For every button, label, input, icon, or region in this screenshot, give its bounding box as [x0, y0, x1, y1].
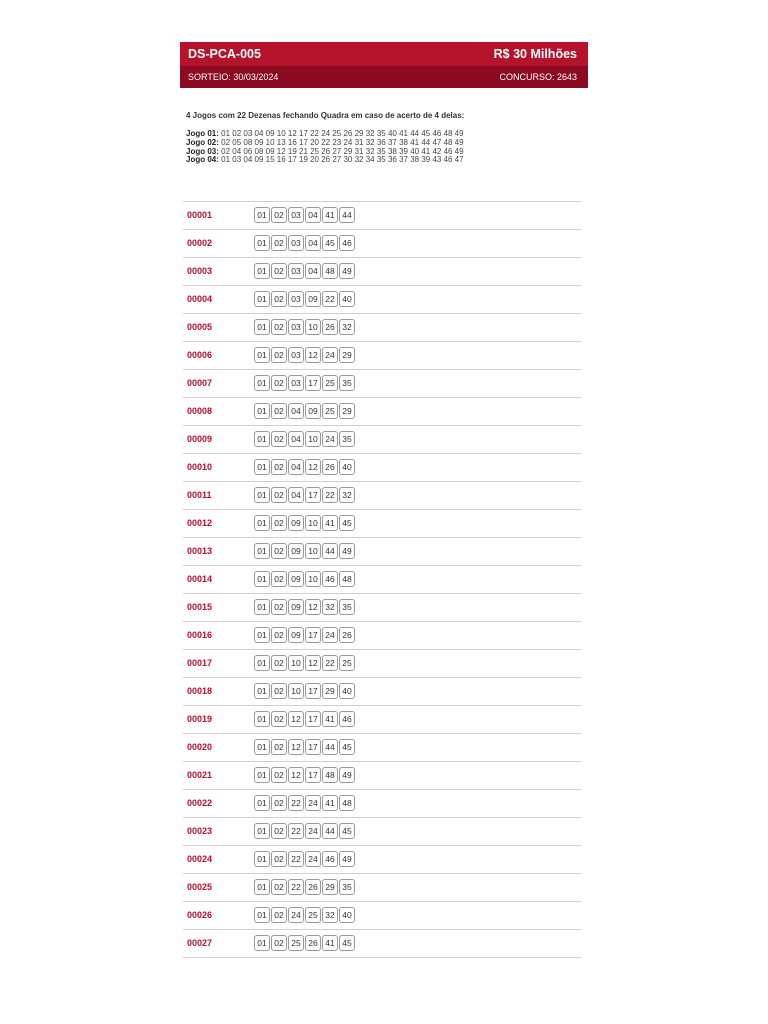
game-label: Jogo 04: [186, 155, 219, 165]
game-numbers: 02 05 08 09 10 13 16 17 20 22 23 24 31 32 36 37 38 41 44 47 48 49 [221, 137, 464, 147]
number-ball: 46 [339, 711, 355, 727]
number-ball: 01 [254, 347, 270, 363]
game-numbers: 01 03 04 09 15 16 17 19 20 26 27 30 32 34 35 36 37 38 39 43 46 47 [221, 155, 464, 165]
number-ball: 40 [339, 907, 355, 923]
header-title-bar [180, 42, 588, 66]
number-set [254, 235, 355, 251]
number-ball: 24 [305, 823, 321, 839]
game-line [186, 156, 464, 165]
number-ball: 02 [271, 571, 287, 587]
number-ball: 48 [322, 263, 338, 279]
table-row [183, 566, 581, 594]
number-ball: 01 [254, 403, 270, 419]
number-ball: 46 [322, 571, 338, 587]
number-ball: 03 [288, 319, 304, 335]
number-set [254, 627, 355, 643]
table-row [183, 874, 581, 902]
number-ball: 01 [254, 515, 270, 531]
number-ball: 49 [339, 851, 355, 867]
number-ball: 01 [254, 739, 270, 755]
number-ball: 01 [254, 207, 270, 223]
number-ball: 12 [288, 767, 304, 783]
number-ball: 03 [288, 207, 304, 223]
table-row [183, 286, 581, 314]
table-row [183, 650, 581, 678]
number-ball: 12 [305, 459, 321, 475]
number-ball: 02 [271, 711, 287, 727]
combination-id: 00017 [187, 658, 213, 668]
number-ball: 02 [271, 655, 287, 671]
number-ball: 45 [339, 515, 355, 531]
number-set [254, 599, 355, 615]
number-ball: 03 [288, 375, 304, 391]
number-set [254, 571, 355, 587]
number-ball: 40 [339, 291, 355, 307]
ticket-header [180, 42, 588, 88]
number-set [254, 515, 355, 531]
number-ball: 41 [322, 711, 338, 727]
number-ball: 01 [254, 291, 270, 307]
number-ball: 32 [339, 319, 355, 335]
number-set [254, 207, 355, 223]
number-ball: 12 [288, 711, 304, 727]
game-label: Jogo 02: [186, 137, 219, 147]
number-ball: 09 [288, 571, 304, 587]
number-ball: 04 [305, 235, 321, 251]
number-ball: 26 [322, 459, 338, 475]
number-ball: 40 [339, 459, 355, 475]
number-ball: 25 [322, 403, 338, 419]
number-ball: 35 [339, 431, 355, 447]
number-set [254, 711, 355, 727]
number-ball: 01 [254, 655, 270, 671]
number-set [254, 795, 355, 811]
game-numbers: 02 04 06 08 09 12 19 21 25 26 27 29 31 32 35 38 39 40 41 42 46 49 [221, 146, 464, 156]
table-row [183, 482, 581, 510]
number-set [254, 347, 355, 363]
number-ball: 41 [322, 515, 338, 531]
number-ball: 01 [254, 263, 270, 279]
number-set [254, 739, 355, 755]
number-ball: 01 [254, 823, 270, 839]
table-row [183, 678, 581, 706]
number-ball: 48 [339, 571, 355, 587]
table-row [183, 594, 581, 622]
number-ball: 40 [339, 683, 355, 699]
number-ball: 01 [254, 235, 270, 251]
combination-id: 00009 [187, 434, 213, 444]
number-ball: 02 [271, 879, 287, 895]
combination-id: 00018 [187, 686, 213, 696]
number-ball: 04 [305, 263, 321, 279]
number-ball: 35 [339, 599, 355, 615]
number-ball: 03 [288, 291, 304, 307]
number-ball: 46 [322, 851, 338, 867]
number-ball: 29 [322, 683, 338, 699]
number-ball: 01 [254, 907, 270, 923]
number-ball: 09 [288, 599, 304, 615]
number-ball: 10 [305, 431, 321, 447]
number-ball: 02 [271, 263, 287, 279]
number-set [254, 823, 355, 839]
number-ball: 17 [305, 739, 321, 755]
number-ball: 02 [271, 291, 287, 307]
number-set [254, 907, 355, 923]
number-ball: 01 [254, 487, 270, 503]
combination-id: 00001 [187, 210, 213, 220]
number-ball: 09 [288, 515, 304, 531]
table-row [183, 454, 581, 482]
number-ball: 10 [305, 543, 321, 559]
number-ball: 25 [288, 935, 304, 951]
table-row [183, 706, 581, 734]
number-ball: 32 [322, 599, 338, 615]
number-ball: 24 [322, 431, 338, 447]
number-set [254, 291, 355, 307]
number-ball: 41 [322, 795, 338, 811]
number-set [254, 767, 355, 783]
combination-id: 00011 [187, 490, 212, 500]
number-ball: 01 [254, 767, 270, 783]
combination-id: 00023 [187, 826, 213, 836]
number-ball: 44 [322, 823, 338, 839]
combination-id: 00015 [187, 602, 213, 612]
number-ball: 04 [288, 431, 304, 447]
number-ball: 02 [271, 627, 287, 643]
table-row [183, 426, 581, 454]
number-ball: 26 [339, 627, 355, 643]
number-ball: 41 [322, 207, 338, 223]
number-ball: 48 [322, 767, 338, 783]
header-info-bar [180, 66, 588, 88]
table-row [183, 258, 581, 286]
number-ball: 10 [305, 319, 321, 335]
number-ball: 01 [254, 935, 270, 951]
number-ball: 22 [288, 879, 304, 895]
number-ball: 49 [339, 767, 355, 783]
number-ball: 01 [254, 319, 270, 335]
table-row [183, 370, 581, 398]
number-ball: 24 [288, 907, 304, 923]
number-ball: 45 [339, 739, 355, 755]
table-row [183, 510, 581, 538]
number-ball: 24 [305, 795, 321, 811]
intro-text: 4 Jogos com 22 Dezenas fechando Quadra em caso de acerto de 4 delas: [186, 111, 465, 120]
number-ball: 26 [305, 879, 321, 895]
number-ball: 24 [322, 347, 338, 363]
number-ball: 35 [339, 375, 355, 391]
number-ball: 02 [271, 515, 287, 531]
table-row [183, 846, 581, 874]
number-ball: 17 [305, 711, 321, 727]
number-ball: 01 [254, 459, 270, 475]
number-ball: 32 [322, 907, 338, 923]
number-set [254, 263, 355, 279]
number-set [254, 459, 355, 475]
game-label: Jogo 01: [186, 129, 219, 138]
number-ball: 10 [288, 655, 304, 671]
number-ball: 17 [305, 767, 321, 783]
number-ball: 02 [271, 431, 287, 447]
number-ball: 01 [254, 879, 270, 895]
number-ball: 29 [339, 347, 355, 363]
number-ball: 01 [254, 375, 270, 391]
number-ball: 01 [254, 599, 270, 615]
number-ball: 02 [271, 235, 287, 251]
number-ball: 09 [288, 543, 304, 559]
number-ball: 01 [254, 627, 270, 643]
number-ball: 24 [322, 627, 338, 643]
table-row [183, 538, 581, 566]
number-ball: 41 [322, 935, 338, 951]
number-ball: 02 [271, 543, 287, 559]
number-ball: 02 [271, 347, 287, 363]
number-ball: 02 [271, 767, 287, 783]
number-ball: 29 [322, 879, 338, 895]
table-row [183, 902, 581, 930]
number-ball: 17 [305, 375, 321, 391]
number-set [254, 935, 355, 951]
number-ball: 02 [271, 683, 287, 699]
number-set [254, 851, 355, 867]
number-ball: 01 [254, 683, 270, 699]
number-ball: 02 [271, 935, 287, 951]
number-ball: 02 [271, 403, 287, 419]
number-ball: 17 [305, 627, 321, 643]
number-ball: 02 [271, 375, 287, 391]
combination-id: 00002 [187, 238, 213, 248]
number-ball: 02 [271, 487, 287, 503]
table-row [183, 622, 581, 650]
number-ball: 03 [288, 263, 304, 279]
combination-id: 00005 [187, 322, 213, 332]
number-ball: 49 [339, 543, 355, 559]
number-ball: 26 [305, 935, 321, 951]
number-ball: 44 [322, 543, 338, 559]
game-label: Jogo 03: [186, 146, 219, 156]
table-row [183, 314, 581, 342]
number-ball: 02 [271, 907, 287, 923]
number-set [254, 403, 355, 419]
number-ball: 22 [322, 291, 338, 307]
number-ball: 29 [339, 403, 355, 419]
number-ball: 02 [271, 459, 287, 475]
number-set [254, 319, 355, 335]
number-ball: 46 [339, 235, 355, 251]
number-ball: 01 [254, 851, 270, 867]
number-ball: 22 [322, 487, 338, 503]
number-ball: 02 [271, 599, 287, 615]
number-ball: 45 [322, 235, 338, 251]
table-row [183, 762, 581, 790]
number-ball: 45 [339, 823, 355, 839]
number-set [254, 543, 355, 559]
number-set [254, 879, 355, 895]
number-set [254, 431, 355, 447]
combination-id: 00019 [187, 714, 213, 724]
table-row [183, 734, 581, 762]
number-ball: 22 [322, 655, 338, 671]
number-ball: 09 [305, 291, 321, 307]
number-ball: 22 [288, 795, 304, 811]
number-ball: 24 [305, 851, 321, 867]
number-ball: 26 [322, 319, 338, 335]
number-set [254, 375, 355, 391]
combination-id: 00008 [187, 406, 213, 416]
number-ball: 04 [288, 487, 304, 503]
number-ball: 01 [254, 543, 270, 559]
number-ball: 02 [271, 795, 287, 811]
number-ball: 01 [254, 571, 270, 587]
number-ball: 03 [288, 235, 304, 251]
number-ball: 25 [305, 907, 321, 923]
combination-id: 00020 [187, 742, 213, 752]
number-ball: 12 [305, 599, 321, 615]
combination-id: 00021 [187, 770, 213, 780]
combination-id: 00016 [187, 630, 213, 640]
number-ball: 01 [254, 431, 270, 447]
number-ball: 04 [288, 459, 304, 475]
combination-id: 00010 [187, 462, 213, 472]
number-ball: 02 [271, 823, 287, 839]
combination-id: 00025 [187, 882, 213, 892]
table-row [183, 790, 581, 818]
contest-number: CONCURSO: 2643 [499, 72, 577, 82]
number-ball: 02 [271, 851, 287, 867]
number-ball: 02 [271, 207, 287, 223]
number-ball: 12 [305, 347, 321, 363]
table-row [183, 930, 581, 958]
draw-date: SORTEIO: 30/03/2024 [188, 72, 279, 82]
number-ball: 49 [339, 263, 355, 279]
number-ball: 10 [305, 515, 321, 531]
number-ball: 17 [305, 487, 321, 503]
number-ball: 02 [271, 319, 287, 335]
number-ball: 12 [288, 739, 304, 755]
combination-id: 00022 [187, 798, 213, 808]
number-ball: 04 [288, 403, 304, 419]
number-ball: 17 [305, 683, 321, 699]
combination-id: 00012 [187, 518, 213, 528]
table-row [183, 818, 581, 846]
number-ball: 02 [271, 739, 287, 755]
combination-id: 00024 [187, 854, 213, 864]
game-numbers: 01 02 03 04 09 10 12 17 22 24 25 26 29 32 35 40 41 44 45 46 48 49 [221, 129, 464, 138]
table-row [183, 202, 581, 230]
combination-id: 00027 [187, 938, 213, 948]
number-ball: 01 [254, 795, 270, 811]
combination-id: 00007 [187, 378, 213, 388]
number-set [254, 655, 355, 671]
number-ball: 35 [339, 879, 355, 895]
number-ball: 44 [322, 739, 338, 755]
number-ball: 09 [305, 403, 321, 419]
number-ball: 10 [288, 683, 304, 699]
number-ball: 12 [305, 655, 321, 671]
table-row [183, 398, 581, 426]
number-ball: 25 [339, 655, 355, 671]
combination-id: 00026 [187, 910, 213, 920]
number-ball: 01 [254, 711, 270, 727]
number-ball: 45 [339, 935, 355, 951]
table-row [183, 230, 581, 258]
number-ball: 10 [305, 571, 321, 587]
combination-id: 00014 [187, 574, 213, 584]
combination-id: 00003 [187, 266, 213, 276]
number-ball: 25 [322, 375, 338, 391]
combinations-table [183, 201, 581, 958]
number-set [254, 683, 355, 699]
number-ball: 44 [339, 207, 355, 223]
games-list [186, 130, 464, 165]
combination-id: 00006 [187, 350, 213, 360]
number-ball: 22 [288, 851, 304, 867]
number-ball: 22 [288, 823, 304, 839]
table-row [183, 342, 581, 370]
combination-id: 00013 [187, 546, 213, 556]
number-ball: 32 [339, 487, 355, 503]
number-ball: 09 [288, 627, 304, 643]
number-ball: 04 [305, 207, 321, 223]
prize-amount: R$ 30 Milhões [493, 47, 577, 61]
combination-id: 00004 [187, 294, 213, 304]
number-set [254, 487, 355, 503]
ticket-code: DS-PCA-005 [188, 47, 261, 61]
number-ball: 03 [288, 347, 304, 363]
number-ball: 48 [339, 795, 355, 811]
